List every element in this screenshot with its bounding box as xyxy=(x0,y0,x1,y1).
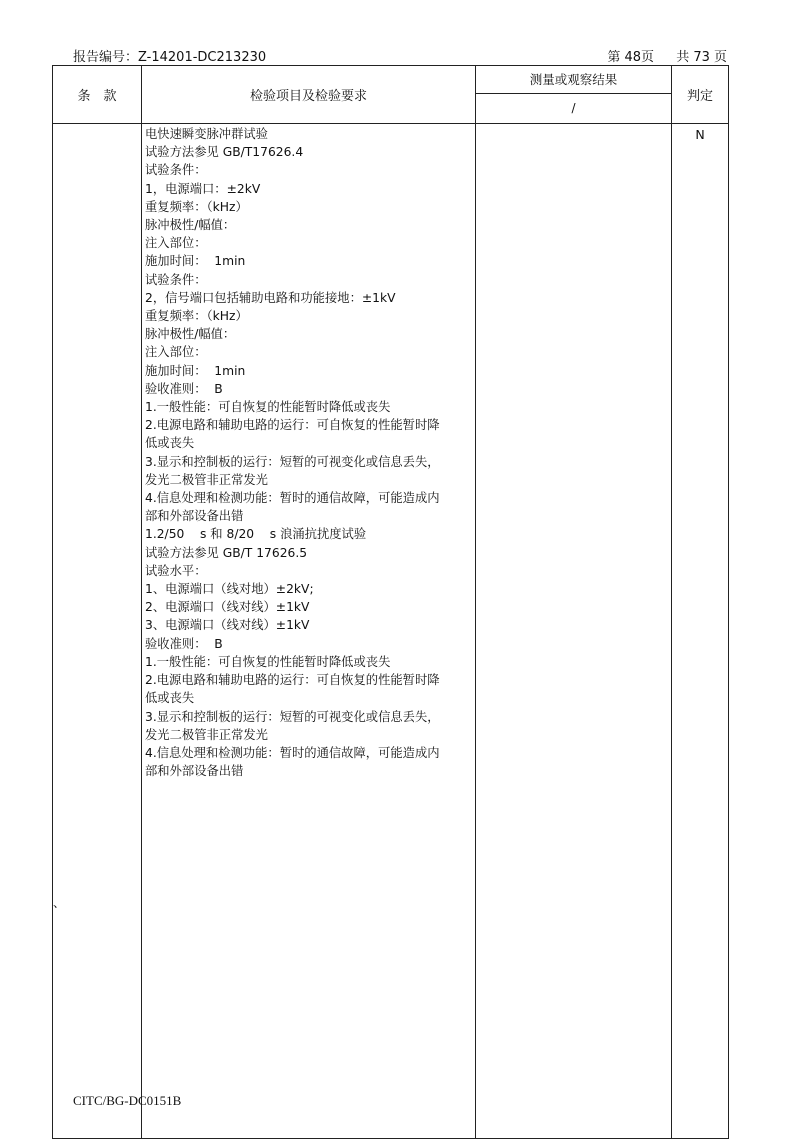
requirement-line: 发光二极管非正常发光 xyxy=(145,472,268,487)
requirement-line: 4.信息处理和检测功能：暂时的通信故障，可能造成内 xyxy=(145,491,440,506)
requirements-cell xyxy=(142,124,476,1139)
requirement-line: 1.一般性能：可自恢复的性能暂时降低或丧失 xyxy=(145,400,391,415)
requirement-line: 注入部位： xyxy=(145,345,207,360)
requirement-line: 低或丧失 xyxy=(145,436,195,451)
page-indicator xyxy=(589,46,727,65)
requirement-line: 试验条件： xyxy=(145,272,207,287)
requirement-line: 脉冲极性/幅值： xyxy=(145,327,236,342)
inspection-table xyxy=(52,65,729,1139)
col-header-verdict: 判定 xyxy=(672,66,729,124)
requirement-line: 注入部位： xyxy=(145,236,207,251)
col-header-clause: 条 款 xyxy=(53,66,142,124)
form-code: CITC/BG-DC0151B xyxy=(73,1093,182,1108)
requirement-line: 重复频率：（kHz） xyxy=(145,199,248,214)
requirement-line: 试验方法参见 GB/T 17626.5 xyxy=(145,545,308,560)
requirement-line: 重复频率：（kHz） xyxy=(145,309,248,324)
col-header-item: 检验项目及检验要求 xyxy=(142,66,476,124)
requirement-line: 脉冲极性/幅值： xyxy=(145,218,236,233)
requirement-line: 部和外部设备出错 xyxy=(145,764,244,779)
requirement-line: 1、电源端口（线对地）±2kV; xyxy=(145,582,314,597)
clause-cell xyxy=(53,124,142,1139)
col-header-result-sub: / xyxy=(476,93,672,123)
requirement-line: 试验方法参见 GB/T17626.4 xyxy=(145,145,304,160)
requirement-line: 3.显示和控制板的运行：短暂的可视变化或信息丢失， xyxy=(145,709,440,724)
requirement-line: 2.电源电路和辅助电路的运行：可自恢复的性能暂时降 xyxy=(145,673,440,688)
requirement-line: 电快速瞬变脉冲群试验 xyxy=(145,127,268,141)
requirement-line: 部和外部设备出错 xyxy=(145,509,244,524)
requirement-line: 1.一般性能：可自恢复的性能暂时降低或丧失 xyxy=(145,654,391,669)
stray-mark: 、 xyxy=(53,896,66,910)
requirement-line: 1，电源端口：±2kV xyxy=(145,181,261,196)
requirement-line: 发光二极管非正常发光 xyxy=(145,727,268,742)
page-number: 第 48页 xyxy=(607,50,655,65)
requirement-line: 3、电源端口（线对线）±1kV xyxy=(145,618,310,633)
requirement-line: 3.显示和控制板的运行：短暂的可视变化或信息丢失， xyxy=(145,454,440,469)
requirement-line: 试验水平： xyxy=(145,563,207,578)
requirement-line: 施加时间： 1min xyxy=(145,363,246,378)
requirement-line: 4.信息处理和检测功能：暂时的通信故障，可能造成内 xyxy=(145,745,440,760)
requirement-line: 2.电源电路和辅助电路的运行：可自恢复的性能暂时降 xyxy=(145,418,440,433)
requirement-line: 施加时间： 1min xyxy=(145,254,246,269)
result-cell xyxy=(476,124,672,1139)
requirement-line: 低或丧失 xyxy=(145,691,195,706)
table-row xyxy=(53,124,729,1139)
verdict-cell: N xyxy=(672,124,729,1139)
requirement-line: 1.2/50 s 和 8/20 s 浪涌抗扰度试验 xyxy=(145,527,367,542)
report-number: 报告编号：Z-14201-DC213230 xyxy=(73,50,267,65)
requirement-line: 2，信号端口包括辅助电路和功能接地：±1kV xyxy=(145,290,396,305)
page-total: 共 73 页 xyxy=(676,50,727,65)
col-header-result: 测量或观察结果 xyxy=(476,66,672,94)
requirement-line: 试验条件： xyxy=(145,163,207,178)
requirement-line: 验收准则： B xyxy=(145,381,223,396)
requirement-line: 验收准则： B xyxy=(145,636,223,651)
requirement-line: 2、电源端口（线对线）±1kV xyxy=(145,600,310,615)
